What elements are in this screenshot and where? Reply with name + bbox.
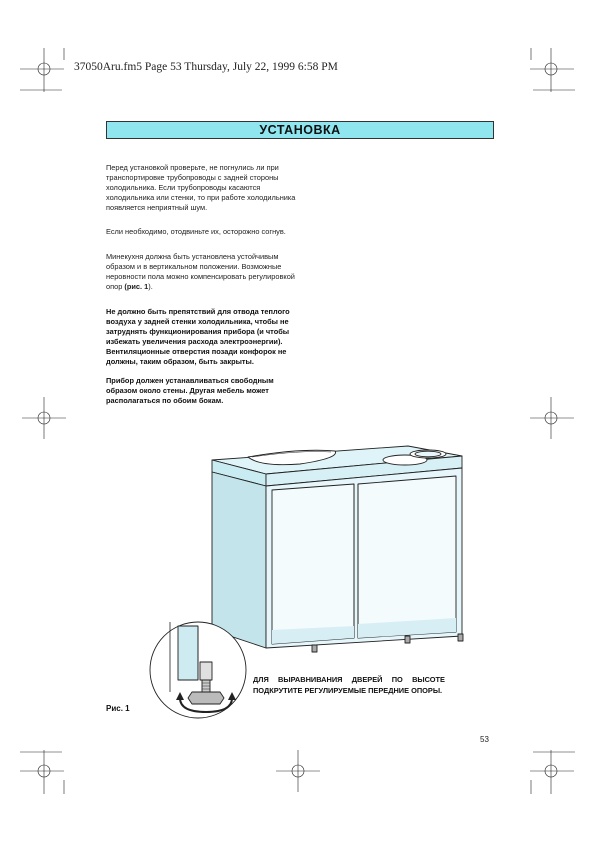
figure-reference: (рис. 1	[124, 282, 149, 291]
warning-ventilation: Не должно быть препятствий для отвода теплого воздуха у задней стенки холодильника, чтобы не затруднять функционирования прибора (и чтобы избежать увеличения расхода электроэнергии). Вентиляционные отверстия позади конфорок не должны, таким образом, быть закрыты.	[106, 307, 290, 367]
section-title: УСТАНОВКА	[106, 121, 494, 139]
paragraph-level	[106, 252, 301, 292]
file-header: 37050Aru.fm5 Page 53 Thursday, July 22, 1999 6:58 PM	[74, 61, 338, 73]
figure-caption: ДЛЯ ВЫРАВНИВАНИЯ ДВЕРЕЙ ПО ВЫСОТЕ ПОДКРУТИТЕ РЕГУЛИРУЕМЫЕ ПЕРЕДНИЕ ОПОРЫ.	[253, 675, 445, 695]
paragraph-level-end: ).	[148, 282, 153, 291]
figure-label: Рис. 1	[106, 704, 130, 713]
page-number: 53	[480, 735, 489, 744]
paragraph-pipes: Перед установкой проверьте, не погнулись ли при транспортировке трубопроводы с задней стороны холодильника. Если трубопроводы касаются холодильника или стенки, то при работе холодильника появляется неприятный шум.	[106, 163, 296, 212]
paragraph-bend: Если необходимо, отодвиньте их, осторожно согнув.	[106, 227, 286, 236]
warning-placement: Прибор должен устанавливаться свободным образом около стены. Другая мебель может располагаться по обоим бокам.	[106, 376, 274, 406]
paragraph-level-text: Минекухня должна быть установлена устойчивым образом и в вертикальном положении. Возможные неровности пола можно компенсировать регулировкой опор	[106, 252, 295, 291]
